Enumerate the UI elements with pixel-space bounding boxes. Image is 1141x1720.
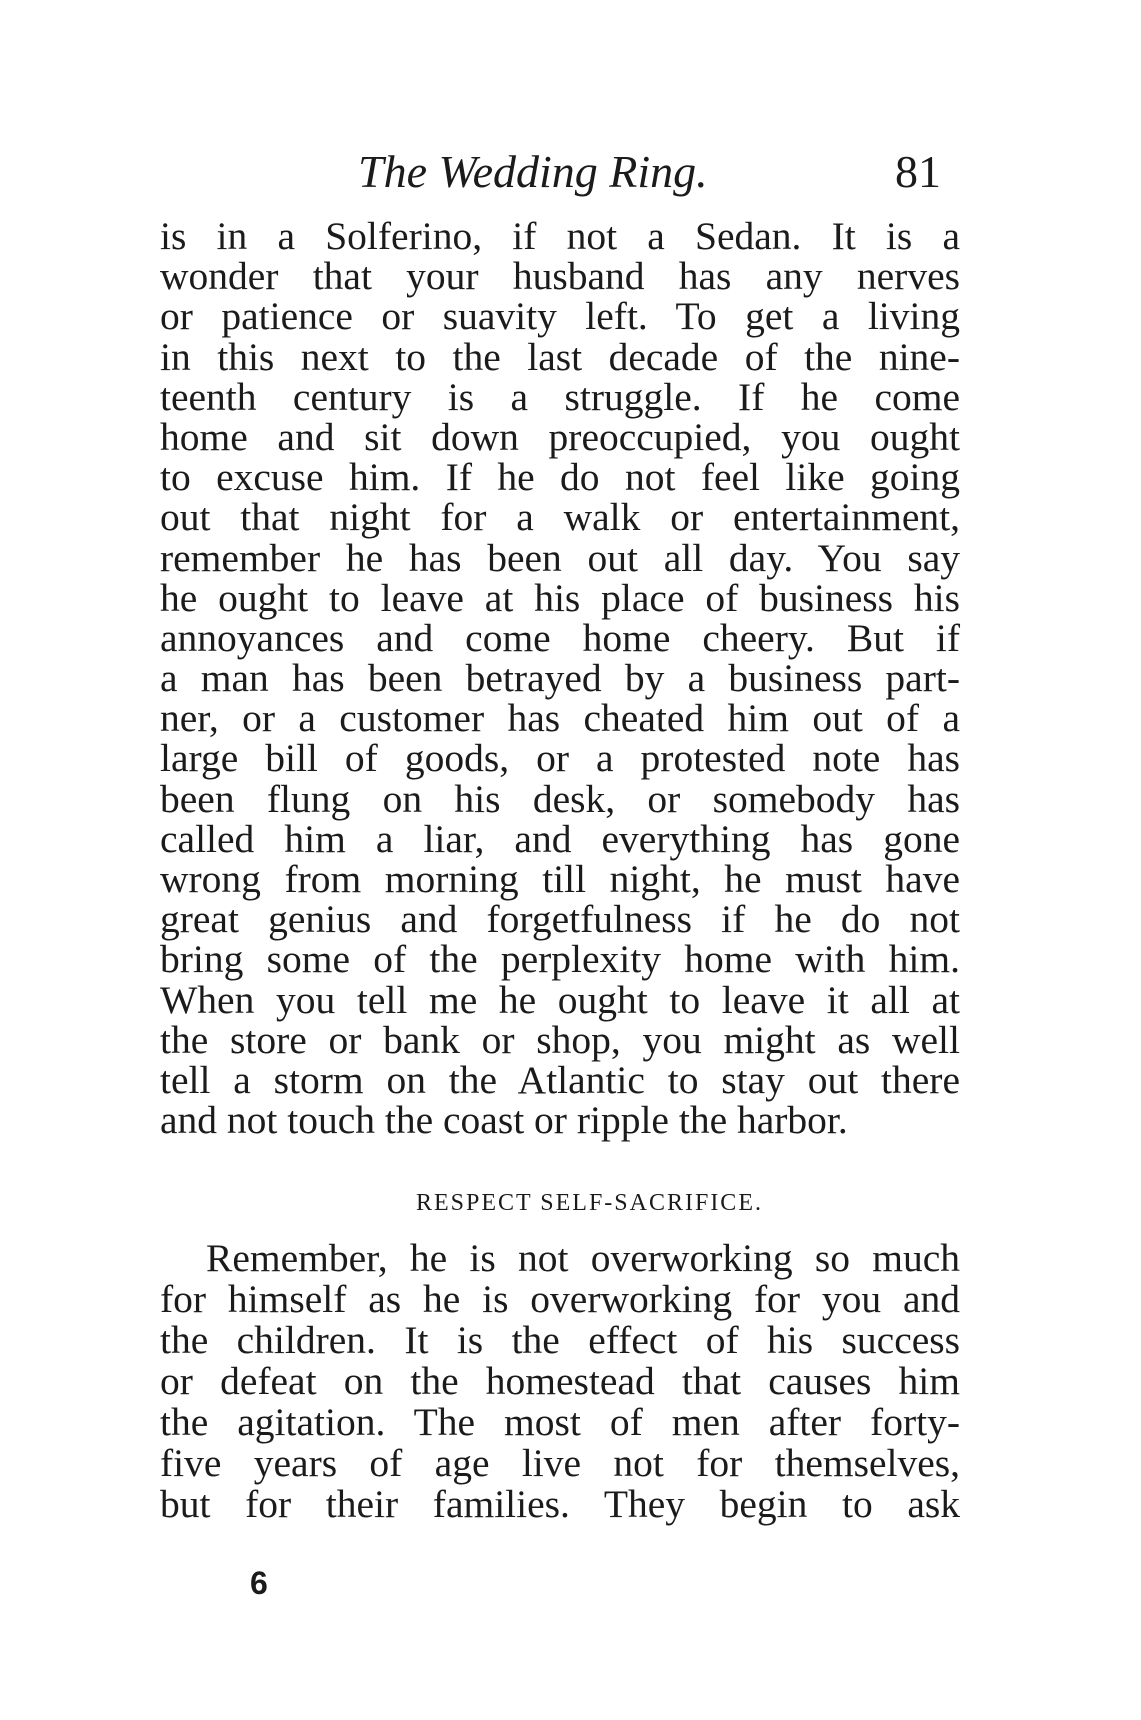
text-line: and not touch the coast or ripple the harbor. [160,1098,848,1143]
text-line: but for their families. They begin to ask [160,1482,960,1526]
text-line: in this next to the last decade of the nine- [160,334,960,379]
text-line: the children. It is the effect of his success [160,1318,960,1362]
text-line: great genius and forgetfulness if he do not [160,897,960,942]
text-line: been flung on his desk, or somebody has [160,776,960,821]
text-line: teenth century is a struggle. If he come [160,374,960,419]
text-line: Remember, he is not overworking so much [206,1236,960,1280]
running-title: The Wedding Ring. [358,146,708,197]
text-line: annoyances and come home cheery. But if [160,615,960,660]
text-line: or patience or suavity left. To get a living [160,294,960,339]
paragraph [160,1238,960,1525]
paragraph-continued [160,214,960,1143]
text-line: a man has been betrayed by a business part- [160,656,960,701]
text-line: large bill of goods, or a protested note has [160,736,960,781]
text-line: ner, or a customer has cheated him out of a [160,696,960,741]
text-line: When you tell me he ought to leave it all at [160,977,960,1022]
running-head [0,142,1141,202]
text-line: wrong from morning till night, he must have [160,857,960,901]
signature-mark: 6 [250,1565,268,1601]
text-line: he ought to leave at his place of business his [160,575,960,620]
section-heading: RESPECT SELF-SACRIFICE. [416,1190,763,1216]
text-line: home and sit down preoccupied, you ought [160,414,960,459]
text-line: to excuse him. If he do not feel like going [160,455,960,500]
text-line: out that night for a walk or entertainment, [160,495,960,540]
page-number: 81 [895,146,941,197]
text-line: the store or bank or shop, you might as well [160,1017,960,1062]
text-line: for himself as he is overworking for you and [160,1277,960,1321]
text-line: wonder that your husband has any nerves [160,254,960,299]
text-line: called him a liar, and everything has gone [160,816,960,861]
text-line: is in a Solferino, if not a Sedan. It is a [160,214,960,258]
text-line: remember he has been out all day. You say [160,535,960,580]
text-line: the agitation. The most of men after forty- [160,1400,960,1444]
text-line: five years of age live not for themselves, [160,1441,960,1485]
text-line: bring some of the perplexity home with him. [160,937,960,982]
text-line: or defeat on the homestead that causes him [160,1359,960,1403]
text-line: tell a storm on the Atlantic to stay out there [160,1057,960,1102]
